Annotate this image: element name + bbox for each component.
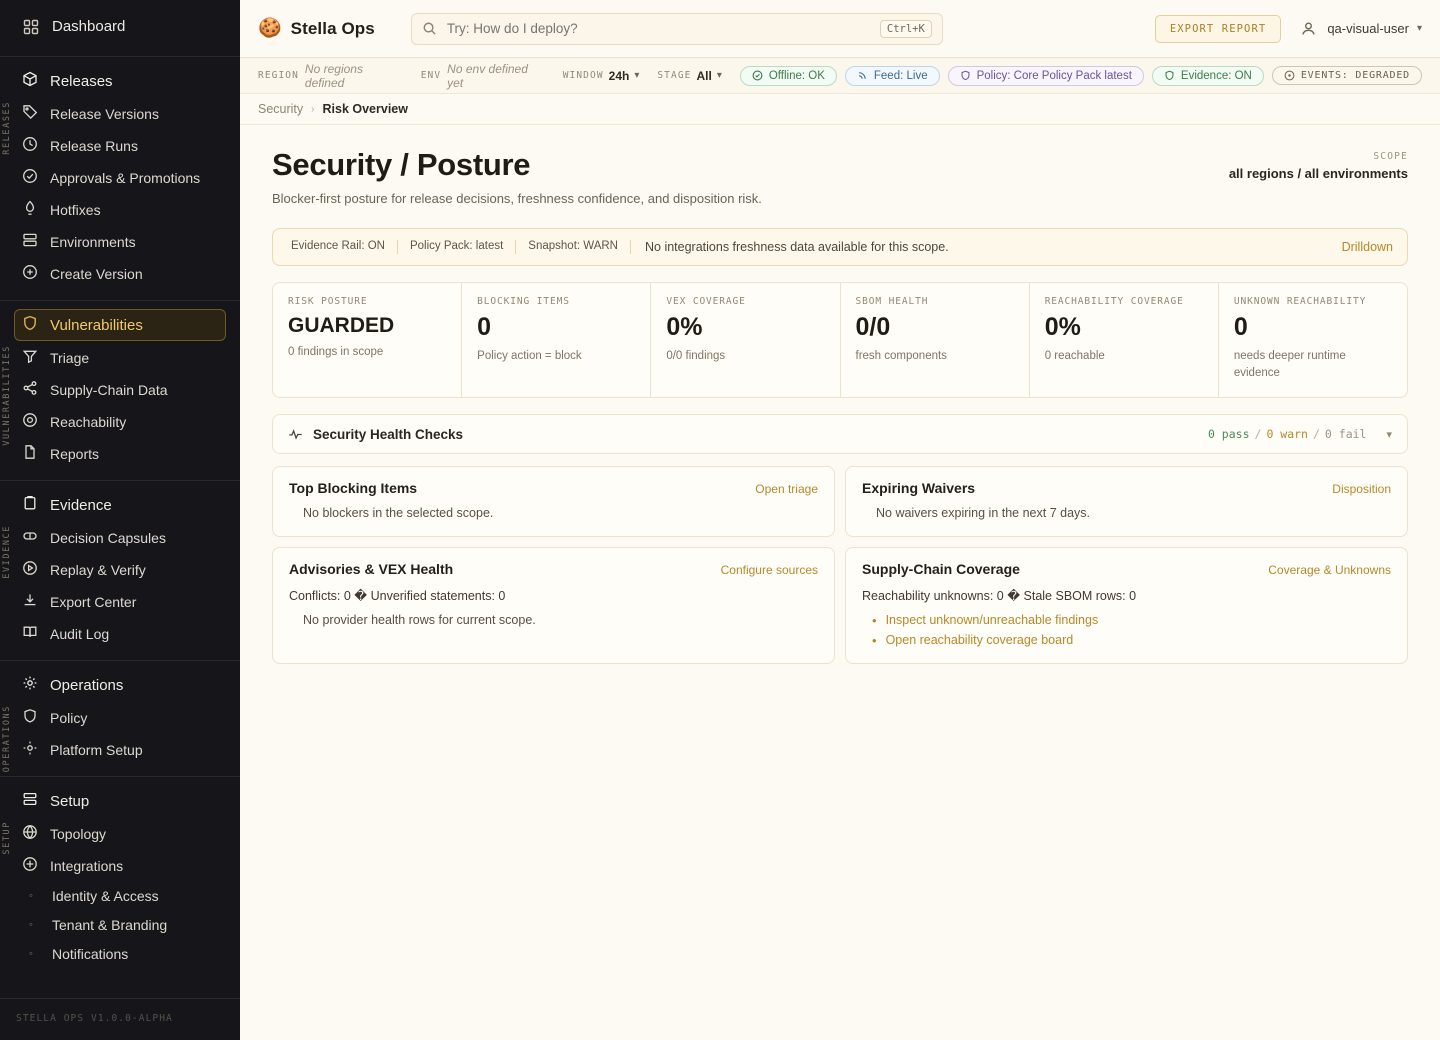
sidebar-item-label: Notifications (52, 946, 129, 962)
alert-circle-icon (1284, 70, 1295, 81)
sidebar-nav (0, 57, 240, 998)
gear-icon (22, 675, 38, 695)
window-label: WINDOW (562, 70, 604, 81)
status-badge-evidence[interactable] (1152, 66, 1264, 86)
coverage-unknowns-link[interactable]: Coverage & Unknowns (1268, 563, 1391, 578)
sidebar (0, 0, 240, 1040)
status-badge-policy[interactable] (948, 66, 1144, 86)
sidebar-rail-vulnerabilities: VULNERABILITIES (2, 345, 12, 446)
sidebar-item-label: Evidence (50, 496, 112, 514)
supply-chain-links (862, 613, 1391, 647)
rss-icon (857, 70, 868, 81)
chevron-down-icon[interactable]: ▾ (1386, 428, 1392, 441)
page-header (272, 147, 1408, 206)
page-content (240, 125, 1440, 1040)
flame-icon (22, 200, 38, 219)
shield-icon (960, 70, 971, 81)
scope-indicator (1229, 147, 1408, 181)
user-name: qa-visual-user (1327, 21, 1409, 36)
sidebar-item-label: Hotfixes (50, 201, 101, 218)
sidebar-group-releases (0, 57, 240, 300)
open-reachability-board-link[interactable]: Open reachability coverage board (885, 633, 1074, 648)
shield-outline-icon (22, 708, 38, 727)
window-value: 24h (608, 68, 630, 83)
freshness-notice (272, 228, 1408, 266)
sidebar-item-label: Replay & Verify (50, 561, 146, 578)
card-title: Advisories & VEX Health (289, 561, 454, 578)
disposition-link[interactable]: Disposition (1332, 482, 1391, 497)
filter-icon (22, 348, 38, 367)
search-shortcut-hint: Ctrl+K (880, 20, 932, 38)
shield-check-icon (1164, 70, 1175, 81)
status-badge-events[interactable] (1272, 66, 1422, 85)
dot-icon: ◦ (29, 890, 33, 902)
sliders-icon (22, 740, 38, 759)
kpi-label: SBOM HEALTH (855, 295, 929, 307)
check-circle-icon (752, 70, 763, 81)
status-badge-label: Evidence: ON (1180, 69, 1252, 82)
scope-value: all regions / all environments (1228, 166, 1408, 181)
health-fail: 0 fail (1324, 427, 1367, 442)
sidebar-group-evidence (0, 480, 240, 660)
sidebar-item-label: Supply-Chain Data (50, 381, 168, 398)
box-icon (22, 71, 38, 91)
sidebar-item-label: Operations (50, 676, 124, 694)
card-header (289, 561, 818, 577)
file-icon (22, 444, 38, 463)
sidebar-item-label: Reachability (50, 413, 127, 430)
card-title: Supply-Chain Coverage (862, 561, 1020, 578)
sidebar-item-notifications[interactable] (14, 940, 226, 968)
topbar (240, 0, 1440, 58)
status-badge-label: Policy: Core Policy Pack latest (976, 69, 1132, 82)
kpi-value: GUARDED (288, 313, 395, 337)
breadcrumb-root[interactable]: Security (258, 102, 304, 116)
kpi-reachability-coverage (1030, 282, 1219, 399)
kpi-sub: 0 findings in scope (288, 345, 384, 358)
health-sep: / (1312, 427, 1320, 442)
plus-circle-icon (22, 264, 38, 283)
sidebar-item-label: Setup (50, 792, 90, 810)
sidebar-item-replay-verify[interactable] (14, 554, 226, 585)
sidebar-item-label: Decision Capsules (50, 529, 166, 546)
health-pass: 0 pass (1207, 427, 1250, 442)
kpi-blocking-items (462, 282, 651, 399)
dot-icon: ◦ (29, 919, 33, 931)
health-title: Security Health Checks (313, 426, 464, 442)
drilldown-link[interactable]: Drilldown (1341, 239, 1393, 254)
sidebar-item-audit-log[interactable] (14, 618, 226, 649)
search-input[interactable] (447, 21, 870, 36)
kpi-sbom-health (841, 282, 1030, 399)
sidebar-item-label: Release Runs (50, 137, 138, 154)
kpi-sub: needs deeper runtime evidence (1233, 350, 1346, 379)
sidebar-item-label: Integrations (50, 857, 124, 874)
card-header (289, 480, 818, 496)
card-title: Expiring Waivers (862, 480, 976, 497)
status-badge-offline[interactable] (740, 66, 837, 86)
context-env[interactable] (421, 62, 545, 90)
card-body: No provider health rows for current scope. (303, 613, 536, 628)
kpi-label: RISK POSTURE (288, 295, 368, 307)
sidebar-group-setup (0, 776, 240, 979)
sidebar-item-label: Vulnerabilities (50, 316, 143, 334)
sidebar-item-label: Topology (50, 825, 107, 842)
sidebar-group-vulnerabilities (0, 300, 240, 480)
sidebar-item-vulnerabilities[interactable] (14, 309, 226, 341)
page-title: Security / Posture (272, 147, 531, 182)
sidebar-rail-releases: RELEASES (2, 101, 12, 155)
search-box[interactable] (411, 13, 943, 45)
sidebar-item-topology[interactable] (14, 818, 226, 849)
sidebar-item-label: Dashboard (52, 18, 126, 35)
card-header (862, 561, 1391, 577)
sidebar-item-releases[interactable] (14, 65, 226, 97)
sidebar-version: STELLA OPS V1.0.0-ALPHA (0, 998, 240, 1040)
card-advisories-vex-health (272, 547, 835, 664)
breadcrumb-current: Risk Overview (322, 102, 408, 116)
sidebar-item-release-versions[interactable] (14, 98, 226, 129)
kpi-value: 0 (477, 312, 492, 341)
share-icon (22, 380, 38, 399)
sidebar-item-platform-setup[interactable] (14, 734, 226, 765)
sidebar-item-label: Releases (50, 72, 113, 90)
card-body: No waivers expiring in the next 7 days. (876, 506, 1090, 521)
clock-icon (22, 136, 38, 155)
status-badge-label: EVENTS: DEGRADED (1300, 70, 1410, 81)
notice-chips (287, 240, 631, 254)
avatar (1297, 18, 1319, 40)
kpi-value: 0% (1044, 312, 1081, 341)
server-icon (22, 232, 38, 251)
stack-icon (22, 791, 38, 811)
kpi-value: 0 (1233, 312, 1248, 341)
topbar-right (1155, 15, 1422, 43)
bullet-icon: • (872, 632, 877, 648)
context-bar (240, 58, 1440, 94)
sidebar-item-create-version[interactable] (14, 258, 226, 289)
kpi-unknown-reachability (1219, 282, 1408, 399)
kpi-risk-posture (272, 282, 462, 399)
search-icon (422, 21, 437, 36)
brand[interactable] (258, 19, 375, 39)
export-report-button[interactable]: EXPORT REPORT (1155, 15, 1281, 43)
sidebar-item-reachability[interactable] (14, 406, 226, 437)
kpi-row (272, 282, 1408, 399)
tag-icon (22, 104, 38, 123)
sidebar-top (0, 0, 240, 57)
sidebar-item-label: Reports (50, 445, 100, 462)
activity-icon (288, 427, 303, 442)
sidebar-item-export-center[interactable] (14, 586, 226, 617)
user-menu[interactable] (1297, 18, 1422, 40)
kpi-label: UNKNOWN REACHABILITY (1233, 295, 1367, 307)
stage-label: STAGE (657, 70, 692, 81)
sidebar-item-triage[interactable] (14, 342, 226, 373)
window-selector[interactable] (563, 69, 640, 83)
kpi-sub: 0/0 findings (666, 350, 726, 363)
sidebar-group-operations (0, 660, 240, 776)
kpi-label: VEX COVERAGE (666, 295, 746, 307)
stage-selector[interactable] (657, 69, 721, 83)
stage-value: All (696, 68, 712, 83)
status-badge-label: Feed: Live (873, 69, 928, 82)
sidebar-item-policy[interactable] (14, 702, 226, 733)
sidebar-rail-setup: SETUP (2, 821, 12, 855)
sidebar-item-operations[interactable] (14, 669, 226, 701)
breadcrumb (240, 94, 1440, 125)
card-body: No blockers in the selected scope. (303, 506, 494, 521)
sidebar-item-label: Release Versions (50, 105, 159, 122)
chevron-right-icon: › (311, 103, 315, 115)
context-region[interactable] (258, 62, 403, 90)
clipboard-icon (22, 495, 38, 515)
card-top-blocking-items (272, 466, 835, 537)
status-badge-label: Offline: OK (768, 69, 825, 82)
inspect-unknown-findings-link[interactable]: Inspect unknown/unreachable findings (885, 613, 1099, 628)
context-env-label: ENV (420, 70, 442, 81)
sidebar-item-identity-access[interactable] (14, 882, 226, 910)
chevron-down-icon: ▾ (634, 70, 640, 81)
sidebar-item-tenant-branding[interactable] (14, 911, 226, 939)
kpi-label: REACHABILITY COVERAGE (1044, 295, 1184, 307)
supply-chain-stats: Reachability unknowns: 0 � Stale SBOM rows: 0 (862, 589, 1137, 604)
kpi-sub: 0 reachable (1044, 350, 1105, 363)
configure-sources-link[interactable]: Configure sources (720, 563, 818, 578)
sidebar-item-label: Triage (50, 349, 90, 366)
card-header (862, 480, 1391, 496)
list-item (872, 633, 1391, 647)
plug-icon (22, 856, 38, 875)
kpi-value: 0% (666, 312, 703, 341)
book-icon (22, 624, 38, 643)
kpi-vex-coverage (651, 282, 840, 399)
advisories-stats: Conflicts: 0 � Unverified statements: 0 (289, 589, 506, 604)
sidebar-item-decision-capsules[interactable] (14, 522, 226, 553)
chip-policy-pack: Policy Pack: latest (398, 240, 516, 254)
card-title: Top Blocking Items (289, 480, 418, 497)
sidebar-item-hotfixes[interactable] (14, 194, 226, 225)
sidebar-item-label: Platform Setup (50, 741, 143, 758)
sidebar-item-release-runs[interactable] (14, 130, 226, 161)
context-env-value: No env defined yet (447, 61, 528, 90)
replay-icon (22, 560, 38, 579)
notice-text: No integrations freshness data available for this scope. (645, 239, 949, 254)
health-sep: / (1254, 427, 1262, 442)
context-region-label: REGION (258, 70, 299, 81)
bullet-icon: • (872, 612, 877, 628)
sidebar-item-approvals-promotions[interactable] (14, 162, 226, 193)
globe-icon (22, 824, 38, 843)
cards-grid (272, 466, 1408, 664)
kpi-sub: Policy action = block (477, 350, 582, 363)
main-area (240, 0, 1440, 1040)
download-icon (22, 592, 38, 611)
sidebar-item-label: Environments (50, 233, 136, 250)
kpi-sub: fresh components (855, 350, 947, 363)
dot-icon: ◦ (29, 948, 33, 960)
sidebar-item-evidence[interactable] (14, 489, 226, 521)
sidebar-item-integrations[interactable] (14, 850, 226, 881)
status-badge-feed[interactable] (845, 66, 940, 86)
list-item (872, 613, 1391, 627)
sidebar-item-label: Policy (50, 709, 88, 726)
sidebar-item-label: Approvals & Promotions (50, 169, 201, 186)
sidebar-item-label: Audit Log (50, 625, 110, 642)
capsule-icon (22, 528, 38, 547)
target-icon (22, 412, 38, 431)
chip-snapshot: Snapshot: WARN (516, 240, 631, 254)
card-expiring-waivers (845, 466, 1408, 537)
health-warn: 0 warn (1266, 427, 1308, 442)
security-health-checks[interactable] (272, 414, 1408, 454)
sidebar-item-label: Create Version (50, 265, 143, 282)
kpi-value: 0/0 (855, 312, 891, 341)
chevron-down-icon: ▾ (716, 70, 722, 81)
sidebar-item-label: Identity & Access (52, 888, 159, 904)
page-subtitle: Blocker-first posture for release decisions, freshness confidence, and disposition risk. (272, 190, 762, 206)
sidebar-rail-operations: OPERATIONS (2, 705, 12, 773)
open-triage-link[interactable]: Open triage (755, 482, 818, 497)
sidebar-item-supply-chain-data[interactable] (14, 374, 226, 405)
sidebar-item-setup[interactable] (14, 785, 226, 817)
sidebar-item-label: Tenant & Branding (52, 917, 168, 933)
card-supply-chain-coverage (845, 547, 1408, 664)
scope-label: SCOPE (1373, 151, 1408, 162)
health-counts (1208, 427, 1367, 441)
sidebar-item-dashboard[interactable] (14, 12, 226, 42)
sidebar-item-label: Export Center (50, 593, 137, 610)
chevron-down-icon: ▾ (1416, 23, 1422, 34)
sidebar-rail-evidence: EVIDENCE (2, 525, 12, 579)
sidebar-item-reports[interactable] (14, 438, 226, 469)
sidebar-item-environments[interactable] (14, 226, 226, 257)
context-region-value: No regions defined (304, 61, 363, 90)
shield-icon (22, 315, 38, 335)
brand-name: Stella Ops (290, 18, 375, 38)
kpi-label: BLOCKING ITEMS (477, 295, 570, 307)
logo-icon: 🍪 (258, 18, 282, 39)
grid-icon (22, 18, 40, 36)
chip-evidence-rail: Evidence Rail: ON (287, 240, 398, 254)
check-circle-icon (22, 168, 38, 187)
